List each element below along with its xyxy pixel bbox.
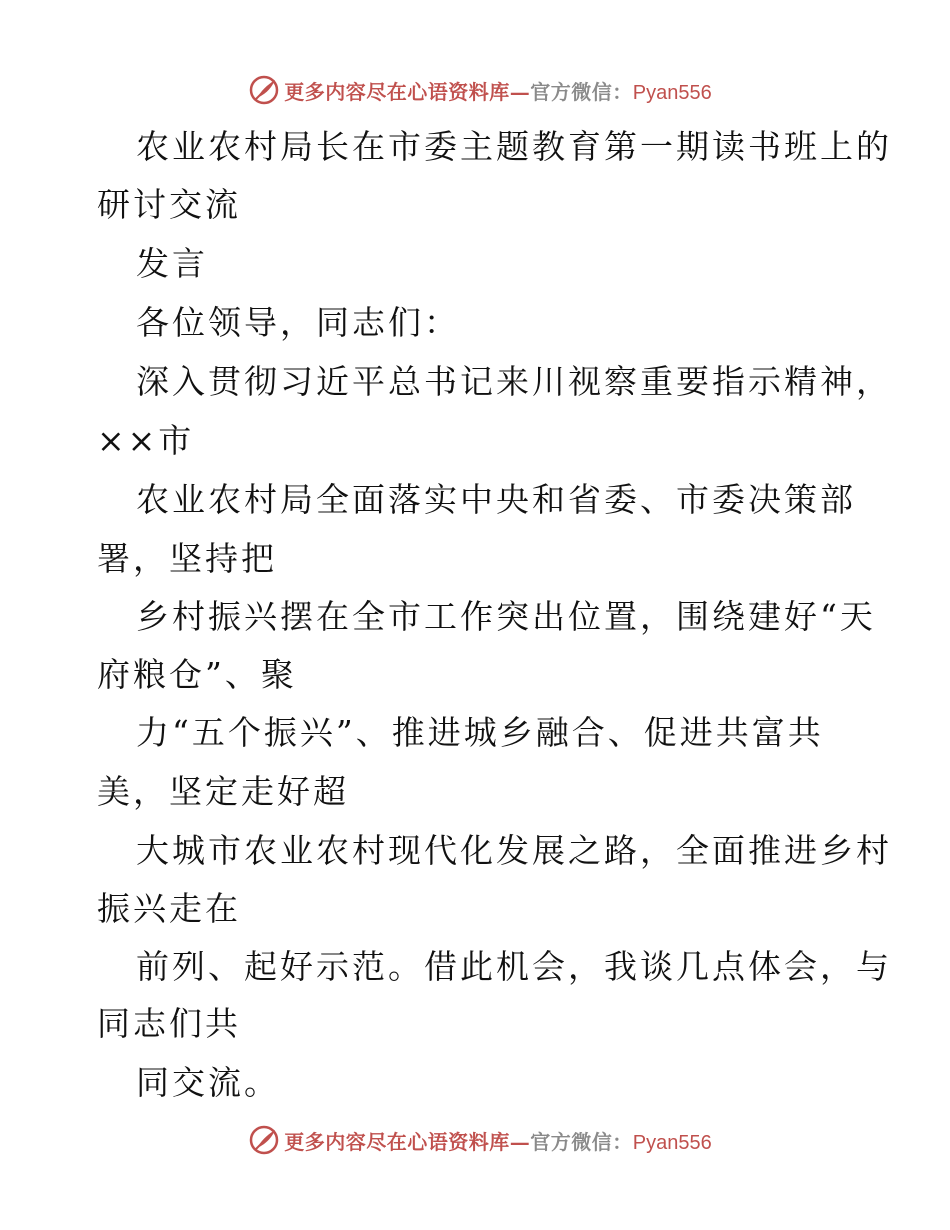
doc-line: ××市 [97,421,195,460]
header-official-label: 官方微信： [530,79,633,104]
doc-line: 农业农村局长在市委主题教育第一期读书班上的 [136,127,892,166]
footer-banner-text [284,1126,711,1155]
doc-line: 各位领导，同志们： [136,303,460,342]
doc-line: 振兴走在 [97,889,241,928]
doc-line: 美，坚定走好超 [97,772,349,811]
footer-separator: — [509,1129,531,1154]
doc-line: 力“五个振兴”、推进城乡融合、促进共富共 [136,713,824,752]
doc-line: 前列、起好示范。借此机会，我谈几点体会，与 [136,947,892,986]
doc-line: 研讨交流 [97,185,241,224]
doc-line: 乡村振兴摆在全市工作突出位置，围绕建好“天 [136,597,876,636]
doc-line: 深入贯彻习近平总书记来川视察重要指示精神， [136,362,892,401]
doc-line: 同志们共 [97,1004,241,1043]
header-separator: — [509,79,531,104]
feather-pen-logo-icon [248,1124,280,1156]
footer-official-label: 官方微信： [530,1129,633,1154]
header-account-id: Pyan556 [632,81,712,104]
doc-line: 署，坚持把 [97,539,277,578]
footer-watermark-banner [0,1120,950,1160]
footer-account-id: Pyan556 [632,1131,712,1154]
doc-line: 府粮仓”、聚 [97,655,297,694]
doc-line: 农业农村局全面落实中央和省委、市委决策部 [136,480,856,519]
header-promo-text: 更多内容尽在心语资料库 [284,79,510,104]
footer-promo-text: 更多内容尽在心语资料库 [284,1129,510,1154]
doc-line: 发言 [136,244,208,283]
doc-line: 大城市农业农村现代化发展之路，全面推进乡村 [136,831,892,870]
doc-line: 同交流。 [136,1063,280,1102]
footer-banner-content [248,1124,711,1156]
